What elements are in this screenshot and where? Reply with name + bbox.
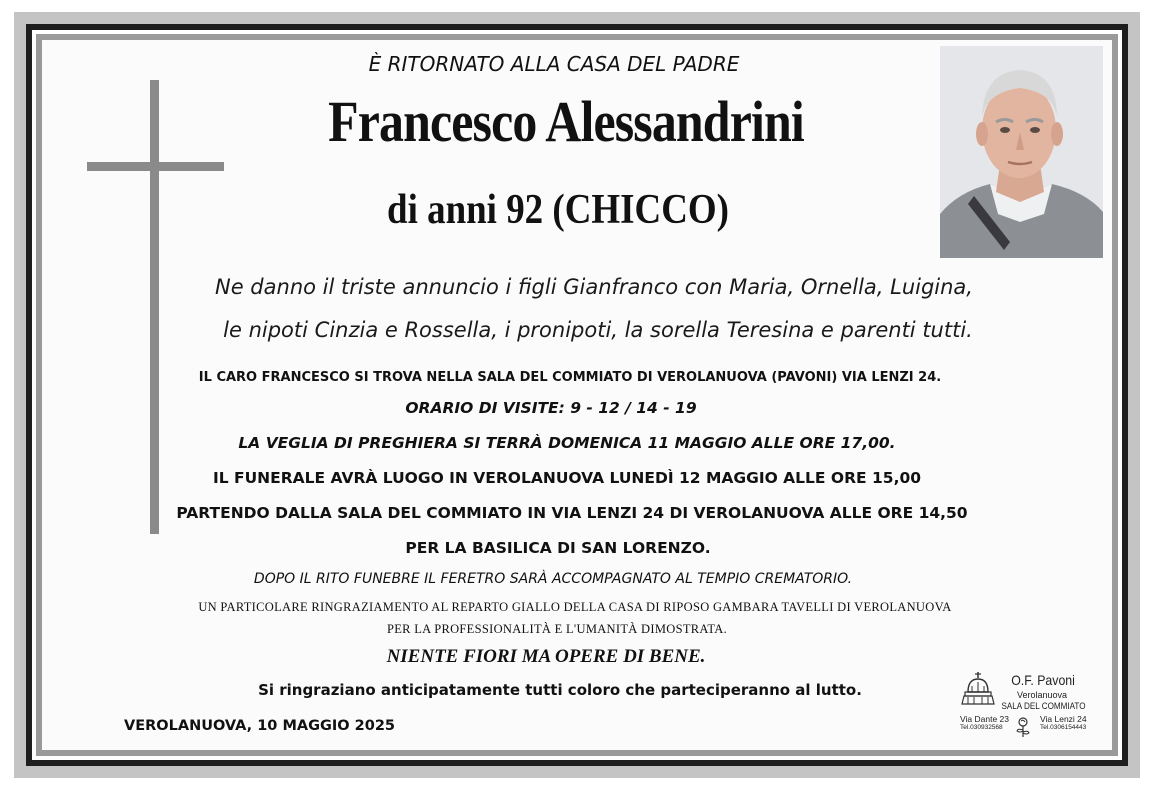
deceased-name: Francesco Alessandrini [328,89,804,154]
funeral-home-logo [956,670,1090,742]
announcement-line-1: Ne danno il triste annuncio i figli Gianfranco con Maria, Ornella, Luigina, [215,275,973,299]
visit-hours: ORARIO DI VISITE: 9 - 12 / 14 - 19 [405,399,697,417]
vigil-line: LA VEGLIA DI PREGHIERA SI TERRÀ DOMENICA 11 MAGGIO ALLE ORE 17,00. [238,434,896,452]
funeral-line-2: PARTENDO DALLA SALA DEL COMMIATO IN VIA LENZI 24 DI VEROLANUOVA ALLE ORE 14,50 [176,504,968,522]
pre-title: È RITORNATO ALLA CASA DEL PADRE [368,52,740,76]
funeral-home-city: Verolanuova [1016,690,1068,700]
announcement-line-2: le nipoti Cinzia e Rossella, i pronipoti, la sorella Teresina e parenti tutti. [223,318,973,342]
thanks-line-2: PER LA PROFESSIONALITÀ E L'UMANITÀ DIMOSTRATA. [386,622,728,636]
basilica-dome-icon [960,670,996,712]
funeral-home-hall: SALA DEL COMMIATO [1001,701,1086,711]
address-1: Via Dante 23 [960,714,1009,724]
portrait-photo [940,46,1103,258]
phone-1: Tel.030932568 [960,724,1003,731]
cross-horizontal-bar [87,162,224,171]
place-date: VEROLANUOVA, 10 MAGGIO 2025 [124,718,396,734]
location-line: IL CARO FRANCESCO SI TROVA NELLA SALA DEL COMMIATO DI VEROLANUOVA (PAVONI) VIA LENZI 24. [198,370,942,385]
thanks-line-1: UN PARTICOLARE RINGRAZIAMENTO AL REPARTO GIALLO DELLA CASA DI RIPOSO GAMBARA TAVELLI DI VEROLANUOVA [198,600,952,614]
phone-2: Tel.0306154443 [1040,724,1087,731]
funeral-line-3: PER LA BASILICA DI SAN LORENZO. [405,539,711,557]
funeral-home-name: O.F. Pavoni [1011,672,1075,688]
address-2: Via Lenzi 24 [1040,714,1087,724]
age-line: di anni 92 (CHICCO) [387,187,729,233]
rose-icon [1013,716,1033,738]
funeral-line-1: IL FUNERALE AVRÀ LUOGO IN VEROLANUOVA LUNEDÌ 12 MAGGIO ALLE ORE 15,00 [212,469,922,487]
portrait-illustration [940,46,1103,258]
no-flowers-line: NIENTE FIORI MA OPERE DI BENE. [386,646,706,667]
after-rite-line: DOPO IL RITO FUNEBRE IL FERETRO SARÀ ACCOMPAGNATO AL TEMPIO CREMATORIO. [253,571,853,587]
closing-line: Si ringraziano anticipatamente tutti coloro che parteciperanno al lutto. [258,681,862,699]
